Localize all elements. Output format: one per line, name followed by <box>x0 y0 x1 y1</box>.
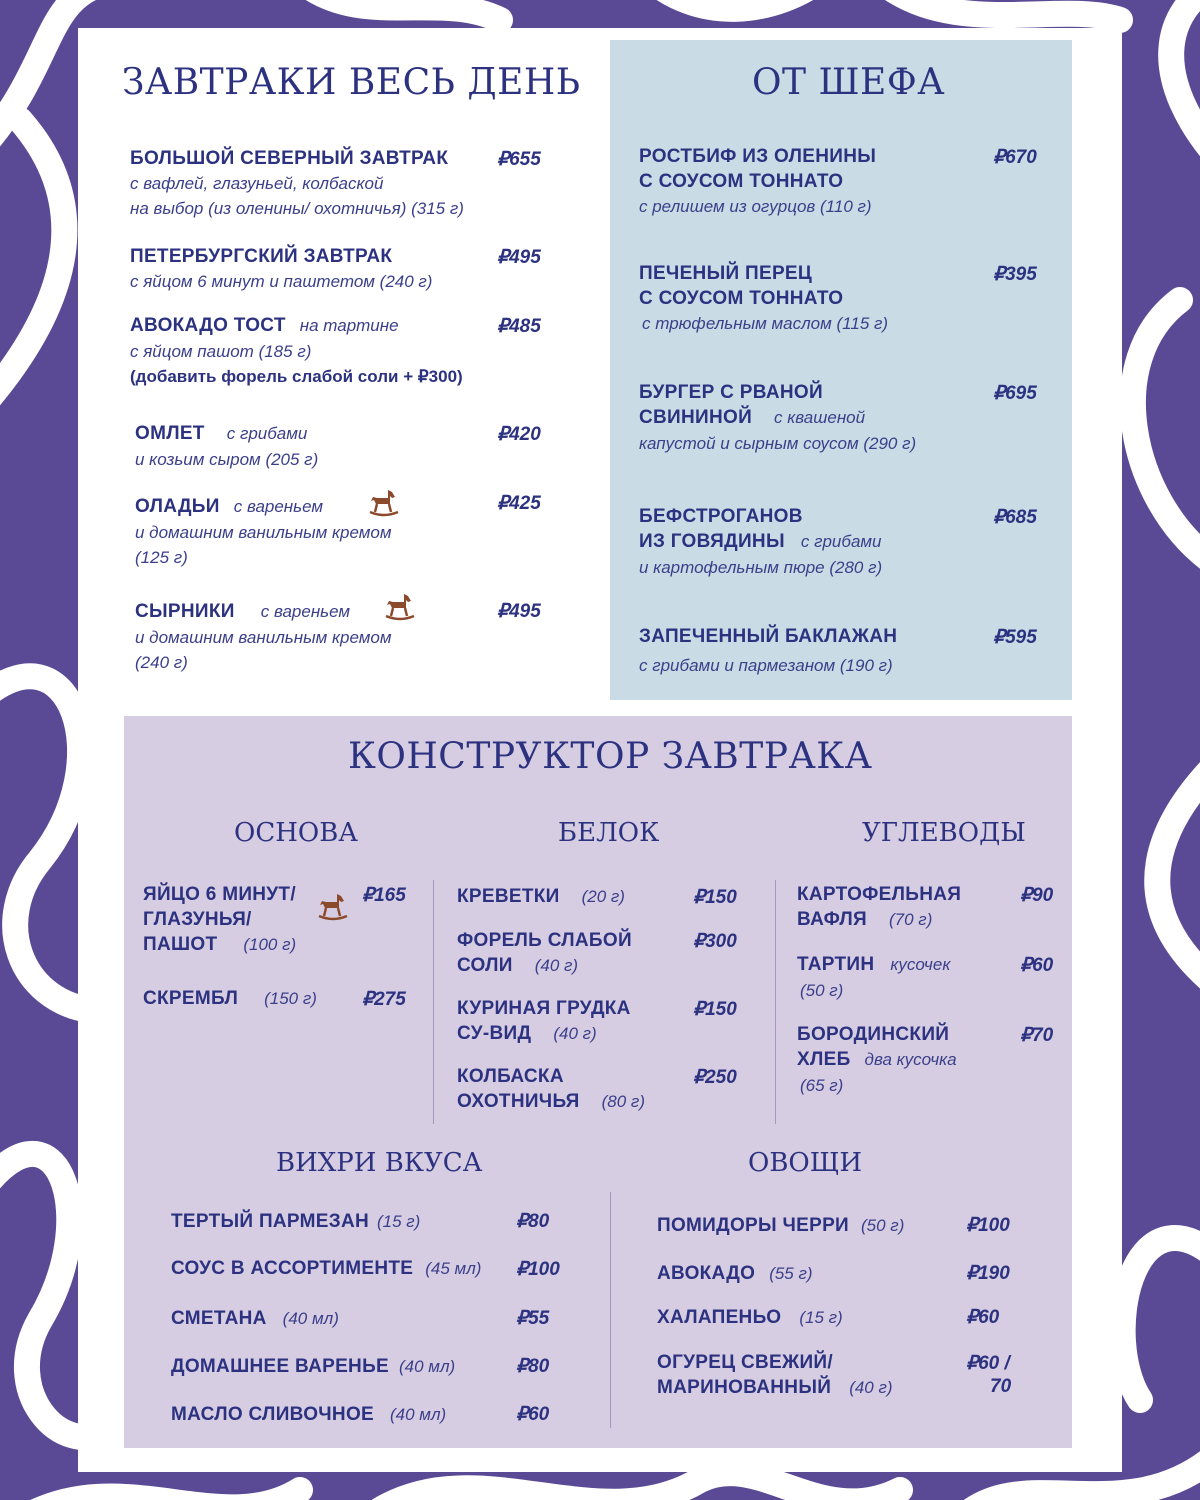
item-weight: (40 мл) <box>282 1309 339 1328</box>
menu-item-syrniki <box>135 599 391 675</box>
rocking-horse-icon <box>317 892 349 922</box>
item-weight: (50 г) <box>800 981 844 1000</box>
item-price: ₽70 <box>1020 1025 1054 1046</box>
item-name: ОЛАДЬИ <box>135 496 220 517</box>
column-divider <box>775 880 776 1124</box>
item-name: СЫРНИКИ <box>135 601 235 622</box>
item-description: с трюфельным маслом (115 г) <box>642 314 889 333</box>
item-price: ₽670 <box>993 147 1037 168</box>
chef-item-baked-pepper <box>639 261 888 336</box>
item-price: ₽60 <box>966 1307 1000 1328</box>
item-weight: (150 г) <box>264 989 317 1008</box>
item-weight: (40 мл) <box>390 1405 447 1424</box>
item-description: (125 г) <box>135 548 188 567</box>
item-name: МАРИНОВАННЫЙ <box>657 1377 832 1398</box>
chef-panel <box>610 40 1072 700</box>
menu-item-petersburg-breakfast <box>130 244 432 294</box>
item-price: ₽655 <box>497 149 541 170</box>
vegetable-item-avocado <box>657 1261 813 1286</box>
item-price: ₽395 <box>993 264 1037 285</box>
item-name: ДОМАШНЕЕ ВАРЕНЬЕ <box>171 1356 389 1377</box>
item-weight: (15 г) <box>799 1308 843 1327</box>
item-name: РОСТБИФ ИЗ ОЛЕНИНЫ <box>639 146 877 167</box>
item-name: КУРИНАЯ ГРУДКА <box>457 998 631 1019</box>
builder-item-sausage <box>457 1064 645 1115</box>
item-name: ИЗ ГОВЯДИНЫ <box>639 531 785 552</box>
chef-item-venison-roastbeef <box>639 144 876 219</box>
menu-item-avocado-toast <box>130 313 463 389</box>
item-name: АВОКАДО <box>657 1263 756 1284</box>
item-inline-note: с квашеной <box>774 408 866 427</box>
item-inline-note: с грибами <box>226 424 308 443</box>
item-name: КАРТОФЕЛЬНАЯ <box>797 884 962 905</box>
item-weight: (40 г) <box>553 1024 597 1043</box>
rocking-horse-icon <box>368 488 400 518</box>
item-weight: (65 г) <box>800 1076 844 1095</box>
flavor-item-sauce <box>171 1256 481 1281</box>
item-description: с яйцом 6 минут и паштетом (240 г) <box>130 272 433 291</box>
vegetable-item-cucumber <box>657 1350 893 1401</box>
column-divider <box>610 1192 611 1428</box>
item-price: ₽80 <box>516 1356 550 1377</box>
flavors-column-title: ВИХРИ ВКУСА <box>276 1148 483 1178</box>
item-price: ₽150 <box>693 999 737 1020</box>
item-name: ФОРЕЛЬ СЛАБОЙ <box>457 930 632 951</box>
item-weight: (45 мл) <box>425 1259 482 1278</box>
chef-section-title: ОТ ШЕФА <box>752 62 945 103</box>
item-price: ₽60 <box>516 1404 550 1425</box>
item-name: АВОКАДО ТОСТ <box>130 315 286 336</box>
item-price: ₽165 <box>362 885 406 906</box>
builder-item-trout <box>457 928 632 979</box>
builder-item-eggs <box>143 882 296 958</box>
item-name: ТЕРТЫЙ ПАРМЕЗАН <box>171 1211 369 1232</box>
flavor-item-butter <box>171 1402 446 1427</box>
item-name: ТАРТИН <box>797 954 875 975</box>
item-price: ₽595 <box>993 627 1037 648</box>
item-price: ₽90 <box>1020 885 1054 906</box>
item-price: ₽275 <box>362 989 406 1010</box>
item-price: ₽190 <box>966 1263 1010 1284</box>
item-name: ПАШОТ <box>143 934 218 955</box>
item-inline-note: кусочек <box>890 955 951 974</box>
item-inline-note: с грибами <box>800 532 882 551</box>
builder-section-title: КОНСТРУКТОР ЗАВТРАКА <box>348 736 873 777</box>
item-inline-note: с вареньем <box>260 602 351 621</box>
base-column-title: ОСНОВА <box>234 818 358 848</box>
item-price: ₽100 <box>516 1259 560 1280</box>
item-weight: (40 г) <box>534 956 579 975</box>
item-price: ₽80 <box>516 1211 550 1232</box>
item-name: ОХОТНИЧЬЯ <box>457 1091 580 1112</box>
builder-item-potato-waffle <box>797 882 961 933</box>
item-weight: (20 г) <box>581 887 625 906</box>
item-weight: (40 г) <box>849 1378 893 1397</box>
item-name: СМЕТАНА <box>171 1308 267 1329</box>
item-name: ПОМИДОРЫ ЧЕРРИ <box>657 1215 850 1236</box>
item-inline-note: два кусочка <box>864 1050 957 1069</box>
column-divider <box>433 880 434 1124</box>
item-name: БУРГЕР С РВАНОЙ <box>639 382 823 403</box>
chef-item-pulled-pork-burger <box>639 380 916 456</box>
item-name: ХЛЕБ <box>797 1049 851 1070</box>
item-weight: (100 г) <box>243 935 297 954</box>
flavor-item-parmesan <box>171 1209 420 1234</box>
item-name: БОЛЬШОЙ СЕВЕРНЫЙ ЗАВТРАК <box>130 148 449 169</box>
builder-item-chicken <box>457 996 631 1047</box>
builder-item-shrimp <box>457 884 625 910</box>
item-name: СКРЕМБЛ <box>143 988 239 1009</box>
item-price: ₽150 <box>693 887 737 908</box>
vegetable-item-jalapeno <box>657 1305 843 1330</box>
item-name: ПЕЧЕНЫЙ ПЕРЕЦ <box>639 263 813 284</box>
item-weight: (50 г) <box>861 1216 905 1235</box>
item-price: ₽485 <box>497 316 541 337</box>
item-description: на выбор (из оленины/ охотничья) (315 г) <box>130 199 464 218</box>
item-name: СОУС В АССОРТИМЕНТЕ <box>171 1258 414 1279</box>
item-weight: (80 г) <box>601 1092 645 1111</box>
item-weight: (40 мл) <box>399 1357 456 1376</box>
rocking-horse-icon <box>384 592 416 622</box>
item-description: и картофельным пюре (280 г) <box>639 558 883 577</box>
flavor-item-sour-cream <box>171 1306 339 1331</box>
item-name: КОЛБАСКА <box>457 1066 564 1087</box>
item-name: ХАЛАПЕНЬО <box>657 1307 782 1328</box>
item-price: 70 <box>990 1376 1012 1397</box>
item-name: СУ-ВИД <box>457 1023 532 1044</box>
item-name: ОМЛЕТ <box>135 423 205 444</box>
item-name: С СОУСОМ ТОННАТО <box>639 288 844 309</box>
item-name: СОЛИ <box>457 955 513 976</box>
builder-item-tartine <box>797 952 950 1003</box>
item-price: ₽60 / <box>966 1353 1010 1374</box>
item-name: СВИНИНОЙ <box>639 407 753 428</box>
item-description: капустой и сырным соусом (290 г) <box>639 434 917 453</box>
item-price: ₽250 <box>693 1067 737 1088</box>
item-name: БЕФСТРОГАНОВ <box>639 506 803 527</box>
item-inline-note: на тартине <box>299 316 399 335</box>
item-description: с грибами и пармезаном (190 г) <box>639 656 893 675</box>
builder-item-scramble <box>143 986 317 1012</box>
vegetables-column-title: ОВОЩИ <box>748 1148 863 1178</box>
item-description: и домашним ванильным кремом <box>135 523 392 542</box>
menu-item-big-northern-breakfast <box>130 146 464 221</box>
item-name: БОРОДИНСКИЙ <box>797 1024 950 1045</box>
breakfast-section-title: ЗАВТРАКИ ВЕСЬ ДЕНЬ <box>122 62 581 103</box>
item-name: ОГУРЕЦ СВЕЖИЙ/ <box>657 1352 833 1373</box>
item-name: МАСЛО СЛИВОЧНОЕ <box>171 1404 374 1425</box>
item-description: (240 г) <box>135 653 188 672</box>
chef-item-baked-eggplant <box>639 624 897 678</box>
menu-item-pancakes <box>135 494 391 570</box>
item-name: ПЕТЕРБУРГСКИЙ ЗАВТРАК <box>130 246 393 267</box>
item-name: ГЛАЗУНЬЯ/ <box>143 909 252 930</box>
flavor-item-jam <box>171 1354 455 1379</box>
item-description: с яйцом пашот (185 г) <box>130 342 312 361</box>
builder-item-borodinsky-bread <box>797 1022 957 1098</box>
item-description: и козьим сыром (205 г) <box>135 450 319 469</box>
item-weight: (55 г) <box>769 1264 813 1283</box>
item-name: ЗАПЕЧЕННЫЙ БАКЛАЖАН <box>639 626 898 647</box>
protein-column-title: БЕЛОК <box>558 818 660 848</box>
item-name: ВАФЛЯ <box>797 909 868 930</box>
item-price: ₽495 <box>497 247 541 268</box>
menu-item-omelette <box>135 421 318 472</box>
vegetable-item-cherry-tomatoes <box>657 1213 904 1238</box>
item-price: ₽695 <box>993 383 1037 404</box>
item-price: ₽420 <box>497 424 541 445</box>
item-price: ₽425 <box>497 493 541 514</box>
item-price: ₽55 <box>516 1308 550 1329</box>
item-price: ₽100 <box>966 1215 1010 1236</box>
item-weight: (15 г) <box>377 1212 421 1231</box>
item-weight: (70 г) <box>889 910 933 929</box>
item-description: с релишем из огурцов (110 г) <box>639 197 872 216</box>
item-price: ₽300 <box>693 931 737 952</box>
item-name: ЯЙЦО 6 МИНУТ/ <box>143 884 296 905</box>
item-inline-note: с вареньем <box>233 497 324 516</box>
item-price: ₽495 <box>497 601 541 622</box>
item-price: ₽685 <box>993 507 1037 528</box>
item-description: с вафлей, глазуньей, колбаской <box>130 174 384 193</box>
item-price: ₽60 <box>1020 955 1054 976</box>
chef-item-beef-stroganoff <box>639 504 882 580</box>
item-extra-note: (добавить форель слабой соли + ₽300) <box>130 367 463 386</box>
item-name: КРЕВЕТКИ <box>457 886 560 907</box>
item-name: С СОУСОМ ТОННАТО <box>639 171 844 192</box>
item-description: и домашним ванильным кремом <box>135 628 392 647</box>
carbs-column-title: УГЛЕВОДЫ <box>862 818 1026 848</box>
